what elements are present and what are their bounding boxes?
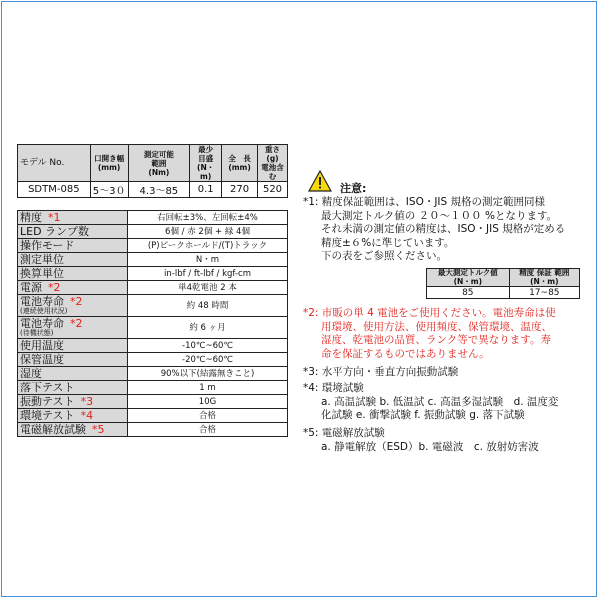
spec-row — [18, 395, 288, 409]
spec-key-sub: (連続使用状況) — [20, 306, 68, 315]
spec-row — [18, 409, 288, 423]
spec-key-cell — [18, 253, 128, 267]
spec-value: in-lbf / ft-lbf / kgf-cm — [128, 267, 288, 281]
spec-value: 6個 / 赤 2個 + 緑 4個 — [128, 225, 288, 239]
spec-key-cell — [18, 339, 128, 353]
caution-title: 注意: — [340, 182, 367, 195]
note-4-line: 化試験 e. 衝撃試験 f. 振動試験 g. 落下試験 — [321, 409, 525, 421]
model-table — [17, 144, 288, 198]
note-4-line: a. 高温試験 b. 低温試 c. 高温多湿試験 d. 温度変 — [321, 395, 559, 408]
spec-row — [18, 239, 288, 253]
spec-row — [18, 225, 288, 239]
spec-value: 合格 — [128, 423, 288, 437]
note-2-line: 湿度、乾電池の品質、ランク等で異なります。寿 — [321, 334, 551, 346]
spec-value: 合格 — [128, 409, 288, 423]
spec-row — [18, 367, 288, 381]
note-5 — [303, 427, 593, 454]
spec-row — [18, 423, 288, 437]
spec-value: 約 48 時間 — [128, 295, 288, 317]
header-weight: 重さ (g) 電池含む — [258, 145, 288, 182]
spec-key: 電磁解放試験 — [20, 422, 86, 436]
spec-value: 10G — [128, 395, 288, 409]
spec-key: 電源 — [20, 280, 42, 294]
note-1 — [303, 196, 593, 264]
spec-note-mark: *5 — [92, 422, 105, 436]
spec-value: 90%以下(結露無きこと) — [128, 367, 288, 381]
cell-model: SDTM-085 — [18, 182, 91, 198]
note-1-line: 精度±６%に準じています。 — [321, 236, 455, 249]
spec-key: 環境テスト — [20, 408, 75, 422]
note-2 — [303, 307, 593, 361]
spec-note-mark: *4 — [80, 408, 94, 422]
header-model: モデル No. — [18, 145, 91, 182]
spec-key-cell — [18, 367, 128, 381]
spec-note-mark: *1 — [48, 210, 61, 224]
cell-accuracy-range: 17~85 — [509, 287, 579, 299]
spec-key: 精度 — [20, 210, 42, 224]
spec-key: 電池寿命 — [20, 294, 64, 308]
spec-key-cell — [18, 409, 128, 423]
spec-key: 電池寿命 — [20, 316, 64, 330]
spec-key-cell — [18, 295, 128, 317]
accuracy-range-table — [426, 268, 580, 299]
note-3 — [303, 366, 593, 380]
cell-range: 4.3～85 — [128, 182, 190, 198]
spec-key-cell — [18, 211, 128, 225]
spec-key: 操作モード — [20, 238, 75, 252]
note-2-line: 命を保証するものではありません。 — [321, 347, 490, 360]
cell-length: 270 — [222, 182, 258, 198]
note-4 — [303, 382, 593, 423]
spec-key-sub: (待機状態) — [20, 328, 54, 337]
spec-row — [18, 317, 288, 339]
note-2-line: 用環境、使用方法、使用頻度、保管環境、温度、 — [321, 320, 552, 333]
spec-key-cell — [18, 381, 128, 395]
spec-value: -10℃~60℃ — [128, 339, 288, 353]
spec-row — [18, 211, 288, 225]
spec-row — [18, 381, 288, 395]
header-jaw-width: 口開き幅 (mm) — [90, 145, 128, 182]
spec-key-cell — [18, 281, 128, 295]
spec-row — [18, 295, 288, 317]
spec-key: 保管温度 — [20, 352, 64, 366]
spec-note-mark: *2 — [48, 280, 61, 294]
note-5-title: *5: 電磁解放試験 — [303, 427, 385, 439]
spec-table — [17, 210, 288, 437]
spec-row — [18, 281, 288, 295]
spec-note-mark: *2 — [70, 294, 83, 308]
spec-key: 使用温度 — [20, 338, 64, 352]
note-3-line: *3: 水平方向・垂直方向振動試験 — [303, 366, 459, 378]
spec-key: 湿度 — [20, 366, 42, 380]
spec-note-mark: *2 — [70, 316, 83, 330]
spec-key: 落下テスト — [20, 380, 75, 394]
spec-key-cell — [18, 395, 128, 409]
spec-row — [18, 353, 288, 367]
spec-value: -20℃~60℃ — [128, 353, 288, 367]
spec-key: 測定単位 — [20, 252, 64, 266]
spec-key-cell — [18, 423, 128, 437]
spec-key-cell — [18, 353, 128, 367]
spec-key-cell — [18, 317, 128, 339]
note-5-line: a. 静電解放（ESD）b. 電磁波 c. 放射妨害波 — [321, 440, 539, 453]
spec-value: 右回転±3%、左回転±4% — [128, 211, 288, 225]
cell-jaw-width: 5～3０ — [90, 182, 128, 198]
cell-max-torque: 85 — [427, 287, 510, 299]
note-1-line: 最大測定トルク値の ２０～１００ %となります。 — [321, 209, 558, 222]
spec-row — [18, 339, 288, 353]
caution-header — [308, 166, 366, 196]
note-1-line: 下の表をご参照ください。 — [321, 250, 447, 262]
spec-value: 単4乾電池 2 本 — [128, 281, 288, 295]
spec-key: LED ランプ数 — [20, 224, 90, 238]
cell-min-scale: 0.1 — [190, 182, 222, 198]
cell-weight: 520 — [258, 182, 288, 198]
spec-value: 1 m — [128, 381, 288, 395]
header-range: 測定可能 範囲 (Nm) — [128, 145, 190, 182]
spec-key: 換算単位 — [20, 266, 64, 280]
spec-row — [18, 253, 288, 267]
header-min-scale: 最少 目盛 (N・m) — [190, 145, 222, 182]
spec-value: N・m — [128, 253, 288, 267]
spec-key-cell — [18, 267, 128, 281]
warning-icon — [308, 170, 332, 192]
spec-key: 振動テスト — [20, 394, 75, 408]
spec-row — [18, 267, 288, 281]
header-max-torque: 最大測定トルク値 (N・m) — [427, 269, 510, 287]
spec-key-cell — [18, 225, 128, 239]
spec-note-mark: *3 — [80, 394, 94, 408]
note-2-line: *2: 市販の単 4 電池をご使用ください。電池寿命は使 — [303, 307, 556, 319]
note-1-line: それ未満の測定値の精度は、ISO・JIS 規格が定める — [321, 223, 566, 235]
header-accuracy-range: 精度 保証 範囲 (N・m) — [509, 269, 579, 287]
spec-value: 約 6 ヶ月 — [128, 317, 288, 339]
spec-value: (P)ピークホールド/(T)トラック — [128, 239, 288, 253]
header-length: 全 長 (mm) — [222, 145, 258, 182]
note-4-title: *4: 環境試験 — [303, 382, 364, 394]
spec-key-cell — [18, 239, 128, 253]
note-1-line: *1: 精度保証範囲は、ISO・JIS 規格の測定範囲同様 — [303, 196, 546, 208]
